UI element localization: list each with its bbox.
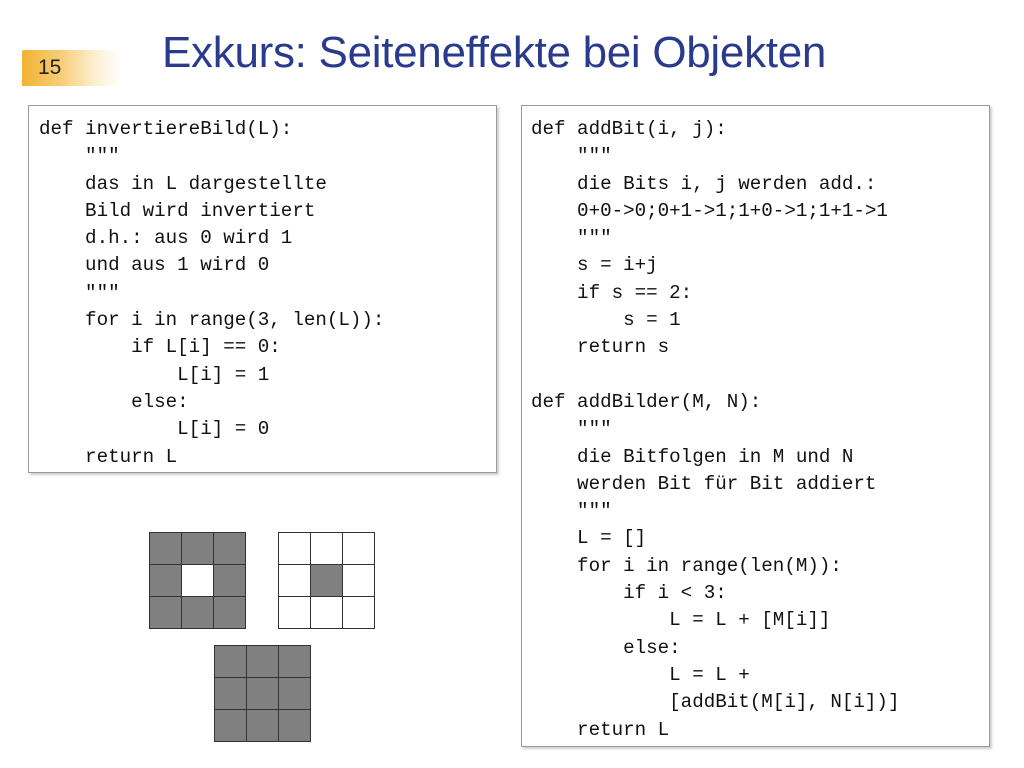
code-line: return L: [531, 718, 670, 741]
pixel-cell-empty: [343, 597, 375, 629]
code-line: [addBit(M[i], N[i])]: [531, 691, 900, 714]
pixel-cell-empty: [343, 533, 375, 565]
page-number: 15: [38, 56, 62, 79]
code-line: def addBit(i, j):: [531, 118, 727, 140]
pixel-cell-filled: [215, 710, 247, 742]
pixel-cell-empty: [311, 597, 343, 629]
code-line: und aus 1 wird 0: [39, 254, 270, 277]
code-line: def invertiereBild(L):: [39, 118, 293, 140]
code-line: return s: [531, 336, 670, 359]
code-line: return L: [39, 445, 178, 468]
code-box-invertiere-bild: [28, 105, 497, 473]
code-line: die Bitfolgen in M und N: [531, 445, 854, 468]
pixel-cell-filled: [247, 646, 279, 678]
pixel-cell-empty: [343, 565, 375, 597]
code-add-bilder: [531, 116, 899, 744]
code-line: Bild wird invertiert: [39, 199, 316, 222]
code-line: """: [531, 418, 612, 441]
code-line: das in L dargestellte: [39, 172, 327, 195]
pixel-cell-empty: [182, 565, 214, 597]
code-line: L[i] = 1: [39, 363, 270, 386]
code-line: """: [39, 145, 120, 168]
code-line: L = L +: [531, 663, 750, 686]
pixel-cell-filled: [247, 678, 279, 710]
pixel-cell-filled: [150, 533, 182, 565]
pixel-cell-filled: [214, 533, 246, 565]
code-line: """: [531, 500, 612, 523]
code-line: werden Bit für Bit addiert: [531, 472, 877, 495]
pixel-grid-2: [278, 532, 375, 629]
code-line: d.h.: aus 0 wird 1: [39, 227, 293, 250]
code-line: else:: [39, 390, 189, 413]
code-line: L = L + [M[i]]: [531, 609, 831, 632]
code-line: L = []: [531, 527, 647, 550]
pixel-cell-empty: [279, 565, 311, 597]
pixel-cell-filled: [214, 597, 246, 629]
pixel-cell-filled: [279, 710, 311, 742]
code-line: die Bits i, j werden add.:: [531, 172, 877, 195]
code-line: """: [531, 145, 612, 168]
pixel-cell-filled: [279, 678, 311, 710]
pixel-cell-filled: [215, 646, 247, 678]
code-line: def addBilder(M, N):: [531, 390, 762, 413]
code-line: if L[i] == 0:: [39, 336, 281, 359]
pixel-cell-empty: [311, 533, 343, 565]
code-invertiere-bild: [39, 116, 384, 471]
pixel-cell-filled: [182, 533, 214, 565]
pixel-cell-filled: [215, 678, 247, 710]
code-line: else:: [531, 636, 681, 659]
code-line: """: [39, 281, 120, 304]
code-line: 0+0->0;0+1->1;1+0->1;1+1->1: [531, 199, 888, 222]
pixel-grid-1: [149, 532, 246, 629]
pixel-cell-filled: [279, 646, 311, 678]
code-line: s = 1: [531, 309, 681, 332]
page-number-badge: [22, 50, 122, 86]
code-line: """: [531, 227, 612, 250]
code-line: if i < 3:: [531, 582, 727, 605]
slide-title: Exkurs: Seiteneffekte bei Objekten: [162, 28, 827, 77]
pixel-cell-filled: [150, 565, 182, 597]
code-line: for i in range(3, len(L)):: [39, 309, 385, 332]
code-line: s = i+j: [531, 254, 658, 277]
pixel-cell-filled: [214, 565, 246, 597]
pixel-cell-filled: [247, 710, 279, 742]
code-line: for i in range(len(M)):: [531, 554, 842, 577]
code-box-add-bilder: [521, 105, 990, 747]
pixel-cell-empty: [279, 533, 311, 565]
pixel-cell-filled: [182, 597, 214, 629]
pixel-cell-filled: [150, 597, 182, 629]
code-line: if s == 2:: [531, 281, 693, 304]
pixel-cell-filled: [311, 565, 343, 597]
code-line: L[i] = 0: [39, 418, 270, 441]
pixel-grid-3: [214, 645, 311, 742]
pixel-cell-empty: [279, 597, 311, 629]
